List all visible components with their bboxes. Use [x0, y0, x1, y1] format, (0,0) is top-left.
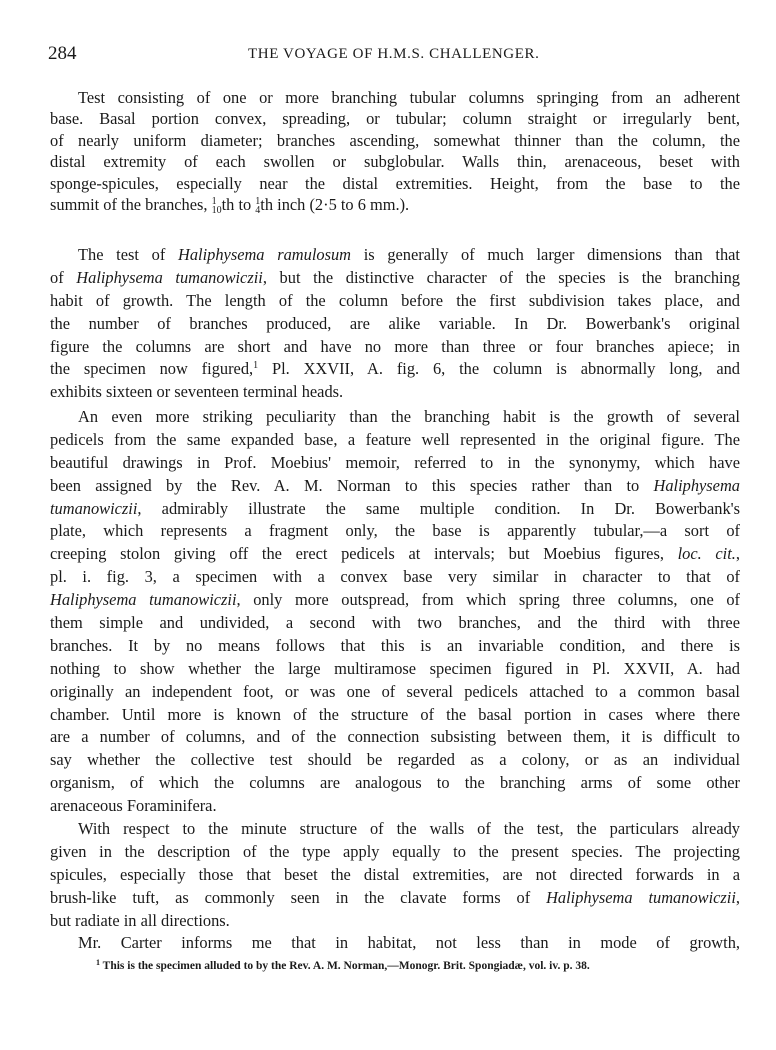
text-run: summit of the branches,	[50, 194, 212, 214]
text-run: the specimen now figured,	[50, 359, 254, 379]
text-line	[50, 932, 740, 955]
fraction-numerator: 1	[211, 196, 217, 208]
text-run: say whether the collective test should be regarded as a colony, or as an individual	[50, 750, 740, 770]
text-line	[50, 267, 740, 290]
italic-species-name: Haliphysema tumanowiczii	[76, 267, 263, 287]
italic-species-name: Haliphysema ramulosum	[178, 245, 351, 264]
footnote-marker: 1	[96, 958, 100, 967]
text-run: originally an independent foot, or was one of several pedicels attached to a common basal	[50, 681, 740, 701]
text-line	[50, 887, 740, 910]
text-run: of nearly uniform diameter; branches ascending, somewhat thinner than the column, the	[50, 130, 740, 150]
text-run: arenaceous Foraminifera.	[50, 796, 217, 816]
text-run: , only more outspread, from which spring three columns, one of	[236, 590, 740, 610]
text-line	[50, 130, 740, 151]
paragraph-habitat	[50, 932, 740, 955]
text-run: With respect to the minute structure of the walls of the test, the particulars already	[78, 819, 740, 838]
text-run: Mr. Carter informs me that in habitat, not less than in mode of growth,	[78, 933, 740, 952]
text-line	[50, 772, 740, 795]
text-run: The test of	[78, 245, 179, 264]
text-line	[50, 381, 740, 404]
text-line	[50, 864, 740, 887]
text-line	[50, 244, 740, 267]
text-line	[50, 658, 740, 681]
italic-species-name: loc. cit.	[677, 544, 736, 564]
text-line	[50, 290, 740, 313]
text-run: organism, of which the columns are analogous to the branching arms of some other	[50, 773, 740, 793]
text-line	[50, 313, 740, 336]
text-line	[50, 151, 740, 172]
text-line	[50, 358, 740, 381]
text-run: chamber. Until more is known of the structure of the basal portion in cases where there	[50, 704, 740, 724]
text-line	[50, 795, 740, 818]
text-line	[50, 704, 740, 727]
text-line	[50, 543, 740, 566]
text-run: nothing to show whether the large multiramose specimen figured in Pl. XXVII, A. had	[50, 658, 740, 678]
text-line	[50, 910, 740, 933]
text-run: beautiful drawings in Prof. Moebius' memoir, referred to in the synonymy, which have	[50, 452, 740, 472]
text-line	[50, 612, 740, 635]
text-line	[50, 635, 740, 658]
running-title: THE VOYAGE OF H.M.S. CHALLENGER.	[248, 46, 540, 62]
italic-species-name: Haliphysema tumanowiczii	[546, 887, 736, 907]
text-run: is generally of much larger dimensions than that	[350, 245, 740, 264]
text-run: exhibits sixteen or seventeen terminal heads.	[50, 382, 344, 402]
text-line	[50, 498, 740, 521]
text-run: , but the distinctive character of the species is the branching	[262, 267, 740, 287]
text-line	[50, 818, 740, 841]
footnote-text: This is the specimen alluded to by the Rev. A. M. Norman,—Monogr. Brit. Spongiadæ, vol. iv. p. 38.	[102, 960, 590, 972]
text-run: base. Basal portion convex, spreading, or tubular; column straight or irregularly bent,	[50, 109, 740, 129]
text-line	[50, 406, 740, 429]
fraction-numerator: 1	[255, 196, 261, 208]
paragraph-comparison	[50, 244, 740, 404]
text-line	[50, 841, 740, 864]
fraction-denominator: 4	[255, 205, 261, 217]
text-line	[50, 681, 740, 704]
text-line	[50, 108, 740, 129]
paragraph-description	[50, 87, 740, 215]
text-run: of	[50, 267, 77, 287]
text-run: th to	[221, 194, 256, 214]
text-run: ,	[735, 544, 740, 564]
text-run: branches. It by no means follows that this is an invariable condition, and there is	[50, 635, 740, 655]
text-line	[50, 452, 740, 475]
text-run: brush-like tuft, as commonly seen in the clavate forms of	[50, 887, 547, 907]
paragraph-structure	[50, 818, 740, 932]
footnote-reference: 1	[253, 360, 259, 372]
text-run: Pl. XXVII, A. fig. 6, the column is abnormally long, and	[258, 359, 741, 379]
text-line	[50, 87, 740, 108]
text-run: distal extremity of each swollen or subglobular. Walls thin, arenaceous, beset with	[50, 152, 740, 172]
text-run: given in the description of the type apply equally to the present species. The projecting	[50, 841, 740, 861]
text-line	[50, 336, 740, 359]
italic-species-name: Haliphysema tumanowiczii	[50, 590, 237, 610]
footnote	[96, 960, 590, 972]
text-line	[50, 173, 740, 194]
text-line	[50, 520, 740, 543]
text-run: ,	[735, 887, 740, 907]
text-run: habit of growth. The length of the column before the first subdivision takes place, and	[50, 290, 740, 310]
text-line	[50, 429, 740, 452]
text-line	[50, 589, 740, 612]
text-line	[50, 194, 740, 215]
text-run: , admirably illustrate the same multiple condition. In Dr. Bowerbank's	[137, 498, 740, 518]
text-line	[50, 475, 740, 498]
text-run: pedicels from the same expanded base, a feature well represented in the original figure. The	[50, 429, 740, 449]
paragraph-peculiarity	[50, 406, 740, 818]
text-run: Test consisting of one or more branching tubular columns springing from an adherent	[78, 88, 740, 107]
page-number: 284	[48, 43, 77, 64]
text-run: figure the columns are short and have no more than three or four branches apiece; in	[50, 336, 740, 356]
text-run: been assigned by the Rev. A. M. Norman to this species rather than to	[50, 475, 654, 495]
text-line	[50, 566, 740, 589]
text-run: creeping stolon giving off the erect pedicels at intervals; but Moebius figures,	[50, 544, 678, 564]
fraction	[212, 197, 222, 215]
text-run: spicules, especially those that beset the distal extremities, are not directed forwards in a	[50, 864, 740, 884]
italic-species-name: tumanowiczii	[50, 498, 138, 518]
italic-species-name: Haliphysema	[653, 475, 740, 495]
text-run: pl. i. fig. 3, a specimen with a convex base very similar in character to that of	[50, 567, 740, 587]
text-run: them simple and undivided, a second with two branches, and the third with three	[50, 613, 740, 633]
text-run: plate, which represents a fragment only, the base is apparently tubular,—a sort of	[50, 521, 740, 541]
text-run: sponge-spicules, especially near the distal extremities. Height, from the base to the	[50, 173, 740, 193]
text-run: An even more striking peculiarity than the branching habit is the growth of several	[78, 407, 740, 426]
text-run: th inch (2·5 to 6 mm.).	[260, 194, 410, 214]
fraction-denominator: 10	[211, 205, 222, 217]
text-run: are a number of columns, and of the connection subsisting between them, it is difficult to	[50, 727, 740, 747]
text-line	[50, 749, 740, 772]
text-run: but radiate in all directions.	[50, 910, 230, 930]
text-line	[50, 726, 740, 749]
text-run: the number of branches produced, are alike variable. In Dr. Bowerbank's original	[50, 313, 740, 333]
